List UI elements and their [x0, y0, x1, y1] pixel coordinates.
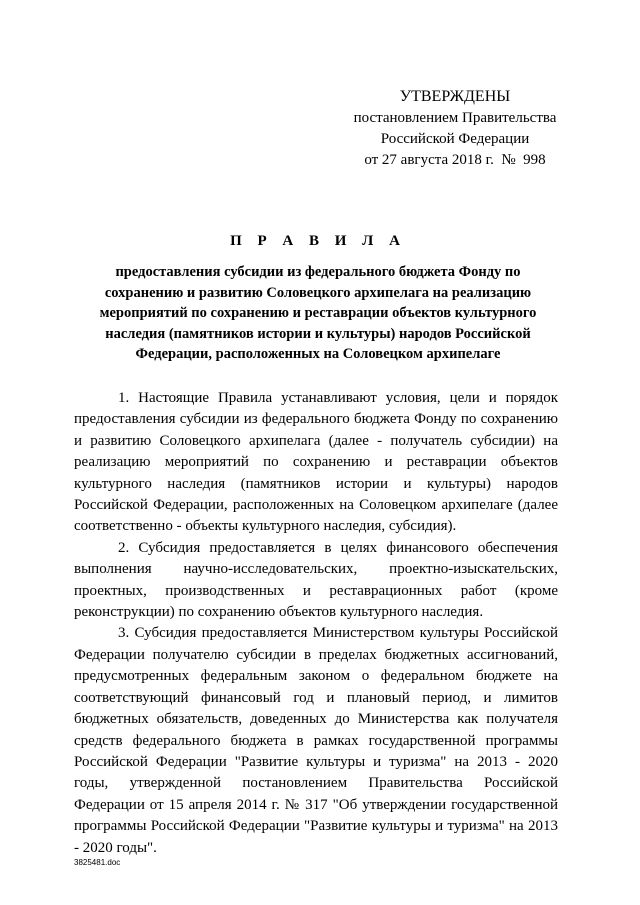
- document-body: [74, 388, 558, 859]
- approval-line-1: постановлением Правительства: [353, 110, 557, 126]
- document-subtitle: предоставления субсидии из федерального бюджета Фонду по сохранению и развитию Соловецкого архипелага на реализацию мероприятий по сохранению и реставрации объектов культурного наследия (памятников истории и культуры) народов Российской Федерации, расположенных на Соловецком архипелаге: [99, 264, 537, 362]
- approval-block: [330, 86, 580, 171]
- approval-line-3: от 27 августа 2018 г. № 998: [364, 152, 546, 168]
- approval-line-2: Российской Федерации: [380, 131, 530, 147]
- paragraph-2: 2. Субсидия предоставляется в целях финансового обеспечения выполнения научно-исследовательских, проектно-изыскательских, проектных, производственных и реставрационных работ (кроме реконструкции) по сохранению объектов культурного наследия.: [74, 539, 558, 621]
- document-title: П Р А В И Л А: [230, 233, 406, 249]
- paragraph-3: 3. Субсидия предоставляется Министерством культуры Российской Федерации получателю субсидии в пределах бюджетных ассигнований, предусмотренных федеральным законом о федеральном бюджете на соответствующий финансовый год и плановый период, и лимитов бюджетных обязательств, доведенных до Министерства как получателя средств федерального бюджета в рамках государственной программы Российской Федерации "Развитие культуры и туризма" на 2013 - 2020 годы, утвержденной постановлением Правительства Российской Федерации от 15 апреля 2014 г. № 317 "Об утверждении государственной программы Российской Федерации "Развитие культуры и туризма" на 2013 - 2020 годы".: [74, 625, 558, 856]
- paragraph-1: 1. Настоящие Правила устанавливают условия, цели и порядок предоставления субсидии из федерального бюджета Фонду по сохранению и развитию Соловецкого архипелага (далее - получатель субсидии) на реализацию мероприятий по сохранению и реставрации объектов культурного наследия (памятников истории и культуры) народов Российской Федерации, расположенных на Соловецком архипелаге (далее соответственно - объекты культурного наследия, субсидия).: [74, 390, 558, 535]
- approval-heading: УТВЕРЖДЕНЫ: [399, 88, 511, 105]
- file-reference: 3825481.doc: [74, 858, 121, 867]
